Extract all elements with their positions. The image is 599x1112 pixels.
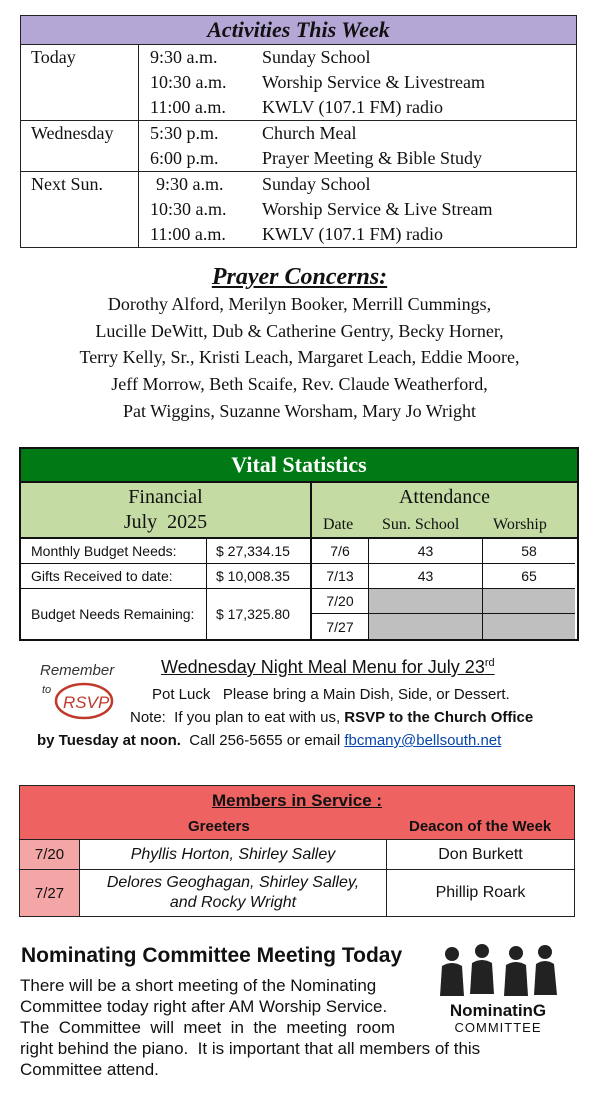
people-silhouettes-icon [440,944,557,996]
greeters-cell [80,870,387,916]
activities-table [20,15,577,248]
meal-title-sup: rd [484,657,495,669]
col-greeters: Greeters [188,818,250,835]
activity-time: 11:00 a.m. [150,224,226,244]
activity-day: Today [31,47,76,67]
nominating-line: Committee attend. [20,1060,159,1079]
deacon-cell: Phillip Roark [435,884,526,901]
vital-title: Vital Statistics [21,449,577,483]
activity-time: 9:30 a.m. [150,47,218,67]
col-worship: Worship [493,516,547,533]
activity-time: 10:30 a.m. [150,72,227,92]
vital-statistics-table [19,447,579,641]
members-title: Members in Service : [211,791,383,810]
remember-rsvp-logo [36,659,116,721]
attendance-worship-cell [483,589,575,614]
meal-line-1: Pot Luck Please bring a Main Dish, Side, or Dessert. [152,686,510,703]
attendance-ss-cell [369,589,483,614]
activity-row [21,45,576,70]
activities-title: Activities This Week [21,16,576,45]
attendance-date-cell: 7/20 [312,589,369,614]
attendance-date-cell: 7/6 [312,539,369,564]
activity-event: KWLV (107.1 FM) radio [262,97,443,117]
activity-day: Next Sun. [31,174,103,194]
prayer-title: Prayer Concerns: [211,264,388,290]
col-deacon: Deacon of the Week [409,818,552,835]
attendance-header [312,483,577,537]
activity-row [21,172,576,197]
greeters-line: and Rocky Wright [169,894,297,911]
nominating-line: The Committee will meet in the meeting room [20,1018,396,1037]
nominating-title: Nominating Committee Meeting Today [21,944,403,967]
activity-event: Worship Service & Live Stream [262,199,493,219]
attendance-worship-cell [483,614,575,639]
activity-event: Prayer Meeting & Bible Study [262,148,482,168]
attendance-worship-cell: 58 [483,539,575,564]
nominating-line: There will be a short meeting of the Nominating [20,976,377,995]
logo-text-remember: Remember [40,662,115,679]
financial-period: July 2025 [123,511,208,533]
activity-event: Church Meal [262,123,357,143]
meal-line-2 [130,709,533,726]
logo-word-nominating: NominatinG [449,1001,547,1020]
nominating-line: right behind the piano. It is important that all members of this [20,1039,481,1058]
email-link[interactable]: fbcmany@bellsouth.net [344,732,502,749]
attendance-ss-cell: 43 [369,539,483,564]
logo-text-rsvp: RSVP [63,693,110,712]
col-sunday-school: Sun. School [382,516,460,533]
col-date: Date [323,516,354,533]
financial-label-cell: Monthly Budget Needs: [21,539,207,564]
attendance-label: Attendance [398,486,491,508]
activity-row [21,121,576,146]
activity-row [21,146,576,171]
financial-label-cell: Gifts Received to date: [21,564,207,589]
activity-row [21,222,576,247]
prayer-line: Terry Kelly, Sr., Kristi Leach, Margaret Leach, Eddie Moore, [79,347,520,368]
meal-contact-text: Call 256-5655 or email [180,732,345,749]
logo-text-to: to [42,684,52,696]
meal-line-3 [37,732,501,749]
members-header [20,786,574,840]
greeters-line: Delores Geoghagan, Shirley Salley, [106,874,360,891]
financial-amount-cell: $ 27,334.15 [207,539,312,564]
table-row [20,870,574,916]
activity-event: KWLV (107.1 FM) radio [262,224,443,244]
attendance-date-cell: 7/27 [312,614,369,639]
attendance-date-cell: 7/13 [312,564,369,589]
activity-row [21,197,576,222]
prayer-line: Jeff Morrow, Beth Scaife, Rev. Claude Weatherford, [111,374,488,395]
activity-event: Worship Service & Livestream [262,72,485,92]
attendance-worship-cell: 65 [483,564,575,589]
table-row [20,840,574,870]
service-date: 7/20 [20,840,80,869]
meal-rsvp-text: RSVP to the Church Office [344,709,534,726]
activity-time: 6:00 p.m. [150,148,219,168]
financial-label-cell: Budget Needs Remaining: [21,589,207,639]
activity-group-wednesday [21,121,576,172]
financial-amount-cell: $ 10,008.35 [207,564,312,589]
activity-group-today [21,45,576,121]
prayer-line: Dorothy Alford, Merilyn Booker, Merrill Cummings, [107,294,492,314]
vital-body [21,539,577,639]
financial-label: Financial [128,486,203,508]
greeters-cell: Phyllis Horton, Shirley Salley [80,840,387,869]
prayer-concerns [0,263,599,425]
nominating-committee-logo [436,944,561,1039]
vital-header [21,483,577,539]
activity-group-next-sunday [21,172,576,247]
activity-time: 11:00 a.m. [150,97,226,117]
service-date: 7/27 [20,870,80,916]
logo-word-committee: COMMITTEE [454,1020,542,1035]
attendance-ss-cell [369,614,483,639]
activity-time: 5:30 p.m. [150,123,219,143]
meal-deadline-text: by Tuesday at noon. [37,732,181,749]
activity-day: Wednesday [31,123,114,143]
members-in-service-table [19,785,575,917]
meal-note-text: Note: If you plan to eat with us, [130,709,345,726]
activity-event: Sunday School [262,174,371,194]
activity-time: 9:30 a.m. [156,174,224,194]
activity-row [21,70,576,95]
nominating-line: Committee today right after AM Worship Service. [20,997,388,1016]
prayer-line: Lucille DeWitt, Dub & Catherine Gentry, Becky Horner, [95,320,504,341]
activity-row [21,95,576,120]
deacon-cell: Don Burkett [438,845,523,863]
financial-header [21,483,312,539]
attendance-ss-cell: 43 [369,564,483,589]
meal-title [161,657,495,678]
activity-event: Sunday School [262,47,371,67]
prayer-line: Pat Wiggins, Suzanne Worsham, Mary Jo Wright [122,400,477,421]
financial-amount-cell: $ 17,325.80 [207,589,312,639]
activity-time: 10:30 a.m. [150,199,227,219]
meal-title-text: Wednesday Night Meal Menu for July 23 [161,657,485,677]
